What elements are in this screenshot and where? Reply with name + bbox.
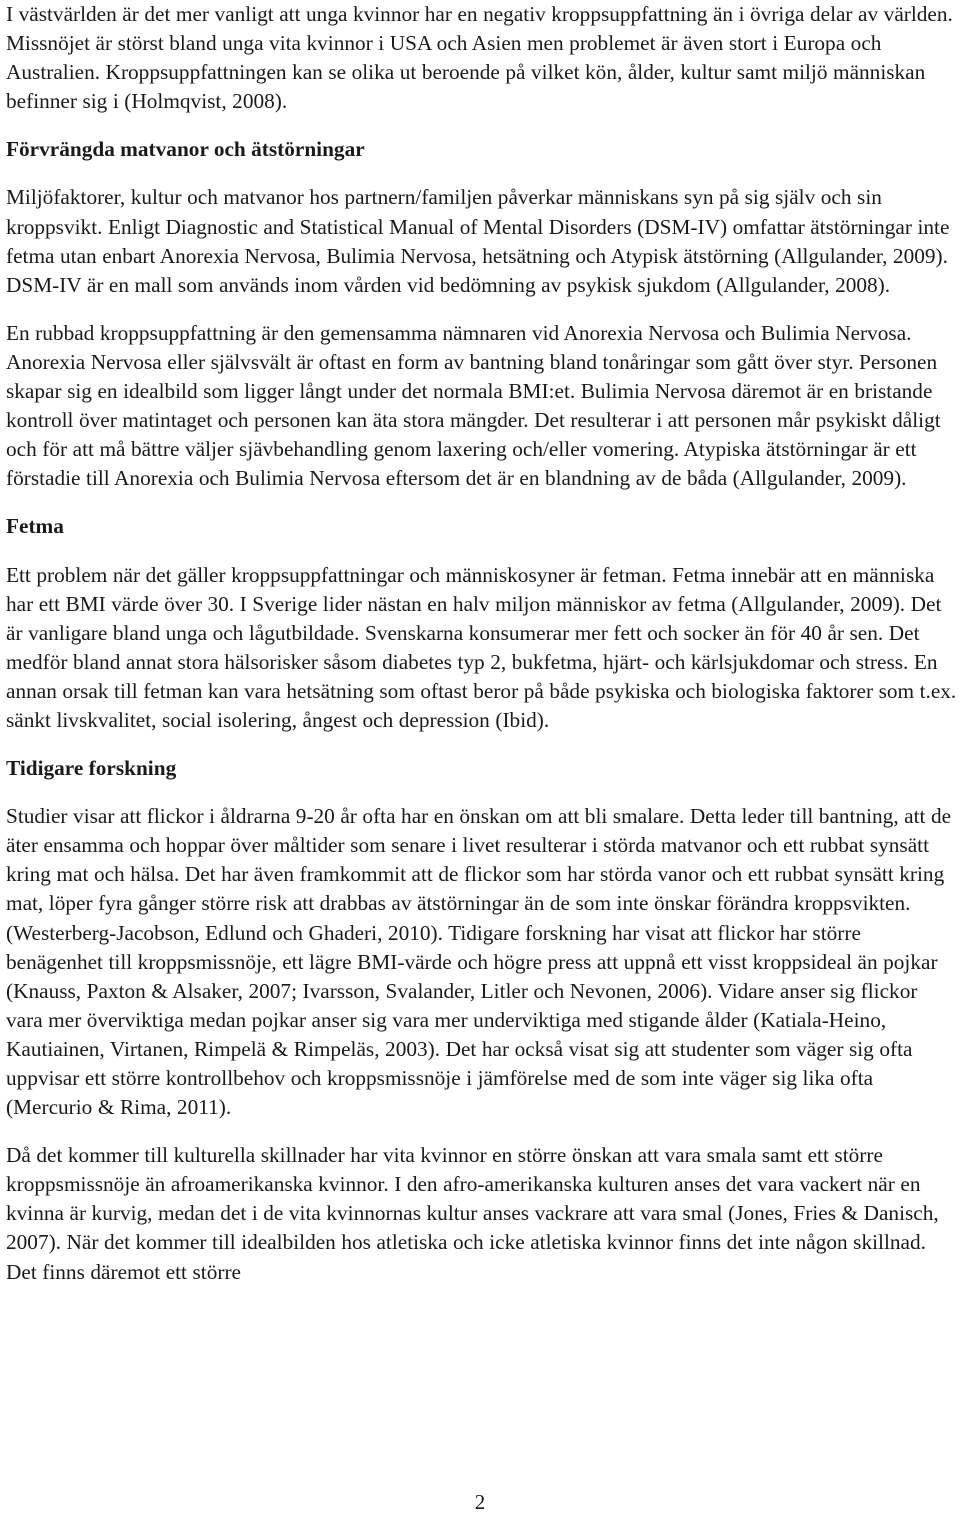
paragraph-kulturella-skillnader: Då det kommer till kulturella skillnader har vita kvinnor en större önskan att vara smala samt ett större kroppsmissnöje än afroamerikanska kvinnor. I den afro-amerikanska kulturen anses det vara vackert när en kvinna är kurvig, medan det i de vita kvinnornas kultur anses vackrare att vara smal (Jones, Fries & Danisch, 2007). När det kommer till idealbilden hos atletiska och icke atletiska kvinnor finns det inte någon skillnad. Det finns däremot ett större (6, 1143, 939, 1284)
heading-tidigare-forskning: Tidigare forskning (6, 756, 177, 781)
heading-fetma: Fetma (6, 514, 64, 539)
paragraph-miljofaktorer: Miljöfaktorer, kultur och matvanor hos partnern/familjen påverkar människans syn på sig själv och sin kroppsvikt. Enligt Diagnostic and Statistical Manual of Mental Disorders (DSM-IV) omfattar ätstörningar inte fetma utan enbart Anorexia Nervosa, Bulimia Nervosa, hetsätning och Atypisk ätstörning (Allgulander, 2009). DSM-IV är en mall som används inom vården vid bedömning av psykisk sjukdom (Allgulander, 2008). (6, 185, 950, 297)
heading-atstorningar: Förvrängda matvanor och ätstörningar (6, 137, 365, 162)
page-body (6, 0, 958, 1287)
paragraph-intro: I västvärlden är det mer vanligt att unga kvinnor har en negativ kroppsuppfattning än i övriga delar av världen. Missnöjet är störst bland unga vita kvinnor i USA och Asien men problemet är även stort i Europa och Australien. Kroppsuppfattningen kan se olika ut beroende på vilket kön, ålder, kultur samt miljö människan befinner sig i (Holmqvist, 2008). (6, 2, 953, 114)
paragraph-fetma: Ett problem när det gäller kroppsuppfattningar och människosyner är fetman. Fetma innebär att en människa har ett BMI värde över 30. I Sverige lider nästan en halv miljon människor av fetma (Allgulander, 2009). Det är vanligare bland unga och lågutbildade. Svenskarna konsumerar mer fett och socker än för 40 år sen. Det medför bland annat stora hälsorisker såsom diabetes typ 2, bukfetma, hjärt- och kärlsjukdomar och stress. En annan orsak till fetman kan vara hetsätning som oftast beror på både psykiska och biologiska faktorer som t.ex. sänkt livskvalitet, social isolering, ångest och depression (Ibid). (6, 562, 957, 732)
paragraph-studier: Studier visar att flickor i åldrarna 9-20 år ofta har en önskan om att bli smalare. Detta leder till bantning, att de äter ensamma och hoppar över måltider som senare i livet resulterar i störda matvanor och ett rubbat synsätt kring mat och hälsa. Det har även framkommit att de flickor som har störda vanor och ett rubbat synsätt kring mat, löper fyra gånger större risk att drabbas av ätstörningar än de som inte önskar förändra kroppsvikten. (Westerberg-Jacobson, Edlund och Ghaderi, 2010). Tidigare forskning har visat att flickor har större benägenhet till kroppsmissnöje, ett lägre BMI-värde och högre press att uppnå ett visst kroppsideal än pojkar (Knauss, Paxton & Alsaker, 2007; Ivarsson, Svalander, Litler och Nevonen, 2006). Vidare anser sig flickor vara mer överviktiga medan pojkar anser sig vara mer underviktiga med stigande ålder (Katiala-Heino, Kautiainen, Virtanen, Rimpelä & Rimpeläs, 2003). Det har också visat sig att studenter som väger sig ofta uppvisar ett större kontrollbehov och kroppsmissnöje i jämförelse med de som inte väger sig lika ofta (Mercurio & Rima, 2011). (6, 804, 952, 1120)
page-number: 2 (474, 1490, 486, 1514)
paragraph-rubbad-kroppsuppfattning: En rubbad kroppsuppfattning är den gemensamma nämnaren vid Anorexia Nervosa och Bulimia Nervosa. Anorexia Nervosa eller självsvält är oftast en form av bantning bland tonåringar som gått över styr. Personen skapar sig en idealbild som ligger långt under det normala BMI:et. Bulimia Nervosa däremot är en bristande kontroll över matintaget och personen kan äta stora mängder. Det resulterar i att personen mår psykiskt dåligt och för att må bättre väljer sjävbehandling genom laxering och/eller vomering. Atypiska ätstörningar är ett förstadie till Anorexia och Bulimia Nervosa eftersom det är en blandning av de båda (Allgulander, 2009). (6, 320, 941, 491)
